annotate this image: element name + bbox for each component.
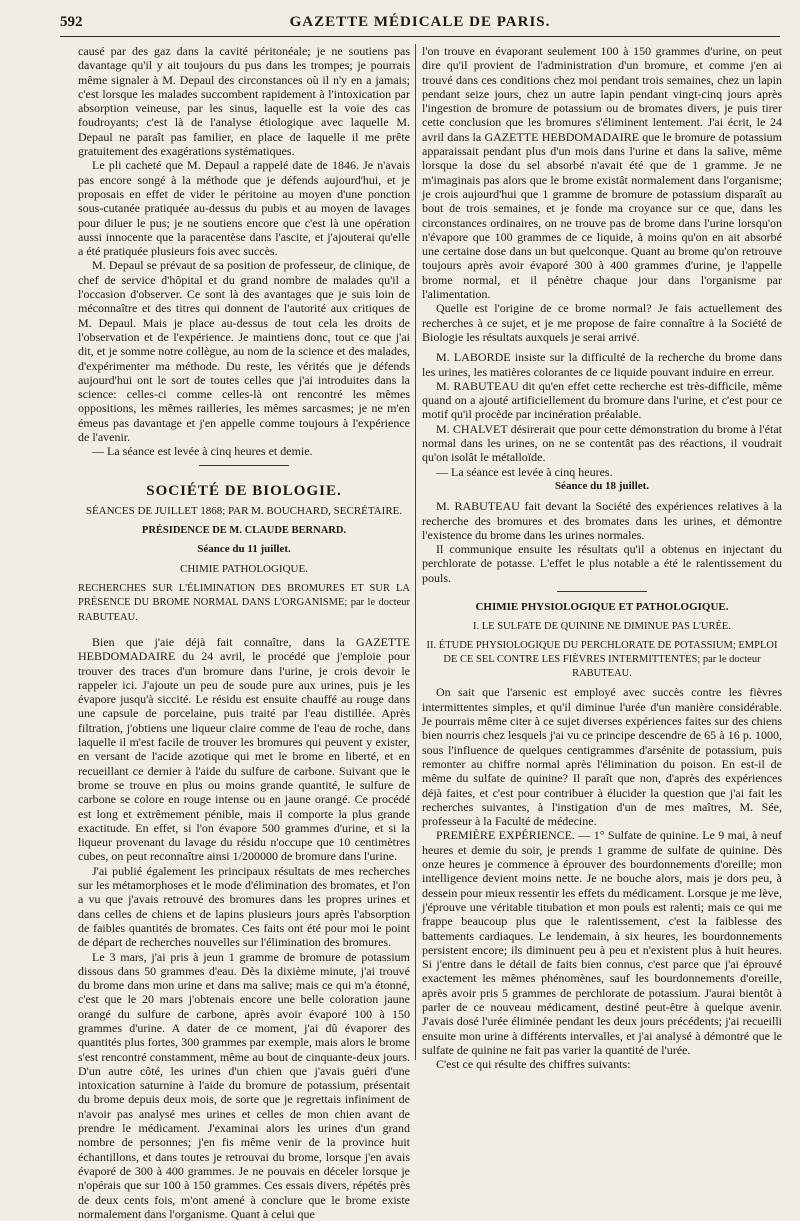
paragraph: Il communique ensuite les résultats qu'il a obtenus en injectant du perchlorate de potasse. L'effet le plus notable a été le ralentissement du pouls.: [422, 542, 782, 585]
paragraph: C'est ce qui résulte des chiffres suivants:: [436, 1057, 631, 1072]
column-divider: [415, 44, 416, 1060]
paragraph: causé par des gaz dans la cavité péritonéale; je ne soutiens pas davantage qu'il y ait toujours du pus dans les trompes; je pourrais même signaler à M. Depaul des circonstances où il n'y en a jamais; c'est lorsque les malades succombent rapidement à l'intoxication par absorption veineuse, par les sinus, laquelle est la voie des cas foudroyants; c'est là de l'analyse étiologique avec laquelle M. Depaul ne paraît pas familier, en place de laquelle il me prête gratuitement des exagérations systématiques.: [78, 44, 410, 159]
seances-heading: SÉANCES DE JUILLET 1868; PAR M. BOUCHARD, SECRÉTAIRE.: [85, 504, 403, 517]
left-column: [78, 44, 410, 1221]
paragraph: Le 3 mars, j'ai pris à jeun 1 gramme de bromure de potassium dissous dans 50 grammes d'eau. Dès la dixième minute, j'ai trouvé du brome dans mon urine et dans ma salive; mais ce qui m'a étonné, c'est que le 20 mars j'obtenais encore une belle coloration jaune orangé du sulfure de carbone, après avoir évaporé 100 à 150 grammes d'urine. A dater de ce moment, j'ai dû évaporer des quantités plus fortes, 300 grammes par exemple, mais alors le brome s'est rencontré constamment, même au bout de cinquante-deux jours. D'un autre côté, les urines d'un chien que j'avais guéri d'une intoxication saturnine à l'aide du bromure de potassium, présentait du brome depuis deux mois, de sorte que je regrettais infiniment de n'avoir pas analysé mes urines et celles de mon chien avant de prendre le médicament. J'examinai alors les urines d'un grand nombre de personnes; j'en fis même venir de la province huit échantillons, et dans toutes je retrouvai du brome, lorsque j'en avais évaporé de 300 à 400 grammes. Je ne pouvais en déceler lorsque je n'opérais que sur 100 à 150 grammes. Ces essais divers, répétés près de deux cents fois, m'ont amené à conclure que le brome existe normalement dans l'organisme. Quant à celui que: [78, 949, 410, 1221]
page-footer: [60, 1054, 780, 1066]
section-title: CHIMIE PHYSIOLOGIQUE ET PATHOLOGIQUE.: [475, 600, 729, 613]
paragraph: On sait que l'arsenic est employé avec succès contre les fièvres intermittentes simples, et qu'il diminue l'urée d'un manière considérable. Je pourrais même citer à ce sujet diverses expériences faites sur des chiens bien nourris chez lesquels j'ai vu ce principe descendre de 65 à 16 p. 1000, sous l'influence de quelques centigrammes d'arsénite de potassium, puis remonter au chiffre normal après l'élimination du poison. En est-il de même du sulfate de quinine? Il paraît que non, d'après des expériences déjà faites, et c'est pour contribuer à élucider la question que j'ai fait les recherches suivantes, à l'instigation d'un de mes maîtres, M. Sée, professeur à la Faculté de médecine.: [422, 685, 782, 829]
seance-date: Séance du 11 juillet.: [197, 542, 291, 555]
divider-rule: [199, 465, 289, 466]
page-number: 592: [60, 14, 83, 30]
seance-date: Séance du 18 juillet.: [554, 479, 650, 492]
paragraph: l'on trouve en évaporant seulement 100 à 150 grammes d'urine, on peut dire qu'il provient de l'administration d'un bromure, et comme j'en ai trouvé dans ces conditions chez moi pendant trois semaines, chez un lapin pendant seize jours, chez un autre lapin pendant vingt-cinq jours après l'ingestion de bromure de potassium ou de bromates divers, je puis tirer cette conclusion que les bromures s'éliminent lentement. J'ai écrit, le 24 avril dans la GAZETTE HEBDOMADAIRE que le bromure de potassium apparaissait pendant plus d'un mois dans l'urine et dans la salive, même lorsque la dose du sel absorbé n'avait été que de 1 gramme. Je ne m'imaginais pas alors que le brome existât normalement dans l'organisme; je crois aujourd'hui que 1 gramme de bromure de potassium disparaît au bout de trois semaines, et je fonde ma croyance sur ce que, dans les circonstances ordinaires, on ne trouve pas de brome dans l'urine lorsqu'on n'évapore que 100 grammes de ce liquide, à moins qu'on en ait absorbé une certaine dose dans un but quelconque. Quant au brome qu'on retrouve toujours après avoir évaporé 300 à 400 grammes d'urine, je l'appelle brome normal, et il pénètre chaque jour dans l'organisme par l'alimentation.: [422, 44, 782, 302]
subsection-title: II. ÉTUDE PHYSIOLOGIQUE DU PERCHLORATE DE POTASSIUM; EMPLOI DE CE SEL CONTRE LES FIÈVRES INTERMITTENTES; par le docteur RABUTEAU.: [426, 639, 778, 680]
right-column: [422, 44, 782, 1072]
journal-title: GAZETTE MÉDICALE DE PARIS.: [289, 14, 551, 30]
paragraph: J'ai publié également les principaux résultats de mes recherches sur les métamorphoses et le mode d'élimination des bromates, et l'on a vu que j'avais retrouvé des bromures dans les propres urines et dans celles de chiens et de lapins plusieurs jours après l'absorption de faibles quantités de bromates. Ces faits ont été pour moi le point de départ de recherches nouvelles sur l'élimination des bromures.: [78, 863, 410, 950]
paragraph: Le pli cacheté que M. Depaul a rappelé date de 1846. Je n'avais pas encore songé à la méthode que je défends aujourd'hui, et je proposais en effet de vider le péritoine au moyen d'une ponction sous-cutanée pratiquée au-dessus du pubis et au moyen de lavages pour diluer le pus; je ne soutiens encore que c'est là une opération aussi innocente que la paracentèse dans l'ascite, et j'ajouterai qu'elle a été pratiquée plusieurs fois avec succès.: [78, 158, 410, 259]
paragraph: M. Depaul se prévaut de sa position de professeur, de clinique, de chef de service d'hôpital et du grand nombre de malades qu'il a l'occasion d'observer. Ce sont là des avantages que je suis loin de méconnaître et des titres qui donnent de l'autorité aux critiques de M. Depaul. Mais je place au-dessus de tout cela les droits de l'observation et de l'expérience. Je maintiens donc, tout ce que j'ai dit, et je somme notre collègue, au nom de la science et des malades, d'expérimenter ma méthode. Du reste, les vérités que je défends aujourd'hui ont le sort de toutes celles que j'ai introduites dans la science: celles-ci comme celles-là ont rencontré les mêmes oppositions, les mêmes railleries, les mêmes sarcasmes; je ne m'en émeus pas davantage et j'en appelle comme toujours à l'expérience de l'avenir.: [78, 258, 410, 445]
paragraph: — La séance est levée à cinq heures.: [436, 464, 613, 479]
section-title: CHIMIE PATHOLOGIQUE.: [180, 562, 308, 575]
paragraph: M. CHALVET désirerait que pour cette démonstration du brome à l'état normal dans les urines, on ne se contentât pas des réactions, il voudrait qu'on isolât le métalloïde.: [422, 421, 782, 465]
paragraph: Bien que j'aie déjà fait connaître, dans la GAZETTE HEBDOMADAIRE du 24 avril, le procédé que j'emploie pour trouver des traces d'un bromure dans l'urine, je crois devoir le rappeler ici. J'ajoute un peu de soude pure aux urines, puis je les évapore jusqu'à siccité. Le résidu est ensuite chauffé au rouge dans une capsule de porcelaine, puis traité par l'eau distillée. Après filtration, j'obtiens une liqueur claire comme de l'eau de roche, dans laquelle il m'est facile de trouver les bromures qui peuvent y exister, en versant de l'acide azotique qui met le brome en liberté, et en recueillant ce dernier à l'aide du sulfure de carbone. Suivant que le brome se trouve en plus ou moins grande quantité, le sulfure de carbone se colore en rouge intense ou en jaune orangé. Ce procédé est long et extrêmement pénible, mais il comporte la plus grande exactitude. En effet, si l'on évapore 500 grammes d'urine, et si la liqueur provenant du lavage du résidu n'occupe que 10 centimètres cubes, on peut reconnaître ainsi 1/200000 de bromure dans l'urine.: [78, 634, 410, 864]
page-header: [60, 12, 780, 37]
paragraph: M. RABUTEAU fait devant la Société des expériences relatives à la recherche des bromures et des bromates dans les urines, et démontre l'existence du brome dans les urines normales.: [422, 499, 782, 542]
subsection-title: I. LE SULFATE DE QUININE NE DIMINUE PAS L'URÉE.: [473, 621, 731, 633]
presidence-heading: PRÉSIDENCE DE M. CLAUDE BERNARD.: [141, 525, 347, 537]
paragraph: — La séance est levée à cinq heures et demie.: [92, 444, 313, 459]
paragraph: M. RABUTEAU dit qu'en effet cette recherche est très-difficile, même quand on a ajouté artificiellement du bromure dans l'urine, et c'est pour ce motif qu'il procède par incinération préalable.: [422, 378, 782, 422]
article-title: RECHERCHES SUR L'ÉLIMINATION DES BROMURES ET SUR LA PRÉSENCE DU BROME NORMAL DANS L'ORGANISME; par le docteur RABUTEAU.: [78, 583, 410, 623]
paragraph: PREMIÈRE EXPÉRIENCE. — 1° Sulfate de quinine. Le 9 mai, à neuf heures et demie du soir, je prends 1 gramme de sulfate de quinine. Dès onze heures je commence à éprouver des bourdonnements d'oreille; mon intelligence devient moins nette. Je ne bouche alors, mais je dors peu, à dessein pour mieux ressentir les effets du médicament. Lorsque je me lève, j'éprouve une véritable titubation et mon pouls est ralenti; mais ce qui me frappe beaucoup plus que le ralentissement, c'est la faiblesse des battements cardiaques. Le lendemain, à six heures, les bourdonnements persistent encore; ils diminuent peu à peu et n'existent plus à huit heures. Si j'entre dans le détail de faits bien connus, c'est parce que j'ai éprouvé exactement les mêmes phénomènes, sauf les bourdonnements d'oreille, après avoir pris 5 grammes de perchlorate de potassium. J'aurai bientôt à parler de ce nouveau médicament, destiné peut-être à quelque avenir. J'avais dosé l'urée éliminée pendant les deux jours précédents; j'ai recueilli ensuite mon urine à différents intervalles, et j'ai analysé à démontré que le sulfate de quinine ne fait pas varier la quantité de l'urée.: [422, 828, 782, 1057]
paragraph: Quelle est l'origine de ce brome normal? Je fais actuellement des recherches à ce sujet, et je me propose de faire connaître à la Société de Biologie les résultats auxquels je serai arrivé.: [422, 301, 782, 344]
society-title: SOCIÉTÉ DE BIOLOGIE.: [146, 482, 342, 499]
paragraph: M. LABORDE insiste sur la difficulté de la recherche du brome dans les urines, les matières colorantes de ce liquide pouvant induire en erreur.: [422, 350, 782, 379]
divider-rule: [557, 591, 647, 592]
